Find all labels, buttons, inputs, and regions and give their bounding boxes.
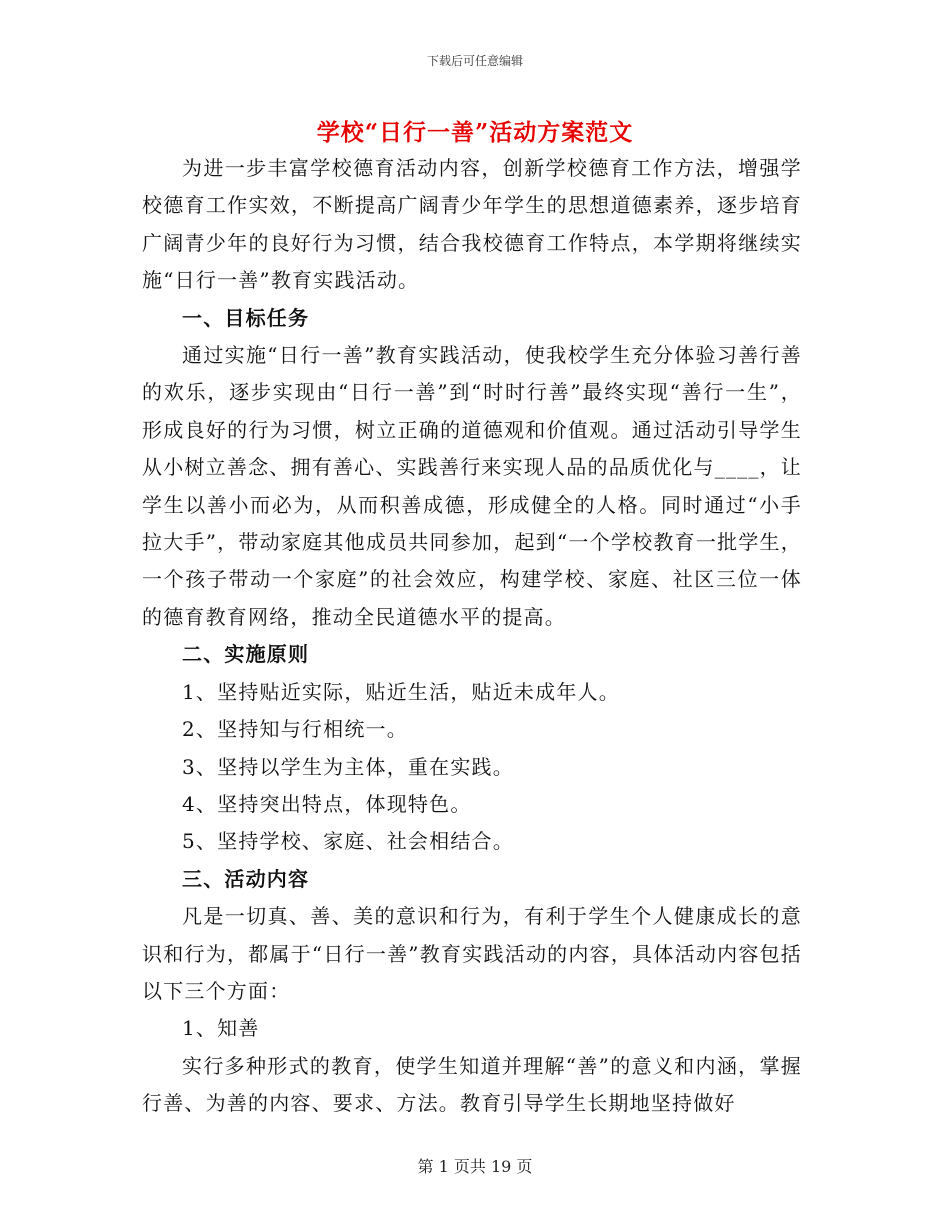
header-note: 下载后可任意编辑 (426, 54, 523, 68)
section-heading-goals: 一、目标任务 (182, 305, 310, 330)
principle-item: 4、坚持突出特点，体现特色。 (182, 791, 472, 816)
subsection-heading-know-good: 1、知善 (182, 1016, 260, 1041)
document-title: 学校“日行一善”活动方案范文 (316, 119, 634, 146)
know-good-paragraph: 实行多种形式的教育，使学生知道并理解“善”的意义和内涵，掌握行善、为善的内容、要求、方法。教育引导学生长期地坚持做好 (142, 1053, 802, 1116)
principle-item: 1、坚持贴近实际，贴近生活，贴近未成年人。 (182, 679, 620, 704)
section-heading-principles: 二、实施原则 (182, 642, 310, 667)
goals-paragraph: 通过实施“日行一善”教育实践活动，使我校学生充分体验习善行善的欢乐，逐步实现由“日行一善”到“时时行善”最终实现“善行一生”，形成良好的行为习惯，树立正确的道德观和价值观。通过活动引导学生从小树立善念、拥有善心、实践善行来实现人品的品质优化与____，让学生以善小而必为，从而积善成德，形成健全的人格。同时通过“小手拉大手”，带动家庭其他成员共同参加，起到“一个学校教育一批学生，一个孩子带动一个家庭”的社会效应，构建学校、家庭、社区三位一体的德育教育网络，推动全民道德水平的提高。 (142, 343, 802, 629)
content-paragraph: 凡是一切真、善、美的意识和行为，有利于学生个人健康成长的意识和行为，都属于“日行一善”教育实践活动的内容，具体活动内容包括以下三个方面： (142, 904, 802, 1003)
document-body (142, 150, 802, 1123)
principle-item: 3、坚持以学生为主体，重在实践。 (182, 754, 514, 779)
section-heading-content: 三、活动内容 (182, 866, 310, 891)
principle-item: 2、坚持知与行相统一。 (182, 717, 408, 742)
intro-paragraph: 为进一步丰富学校德育活动内容，创新学校德育工作方法，增强学校德育工作实效，不断提高广阔青少年学生的思想道德素养，逐步培育广阔青少年的良好行为习惯，结合我校德育工作特点，本学期将继续实施“日行一善”教育实践活动。 (142, 156, 802, 293)
principle-item: 5、坚持学校、家庭、社会相结合。 (182, 829, 514, 854)
page-number: 第 1 页共 19 页 (417, 1157, 533, 1176)
